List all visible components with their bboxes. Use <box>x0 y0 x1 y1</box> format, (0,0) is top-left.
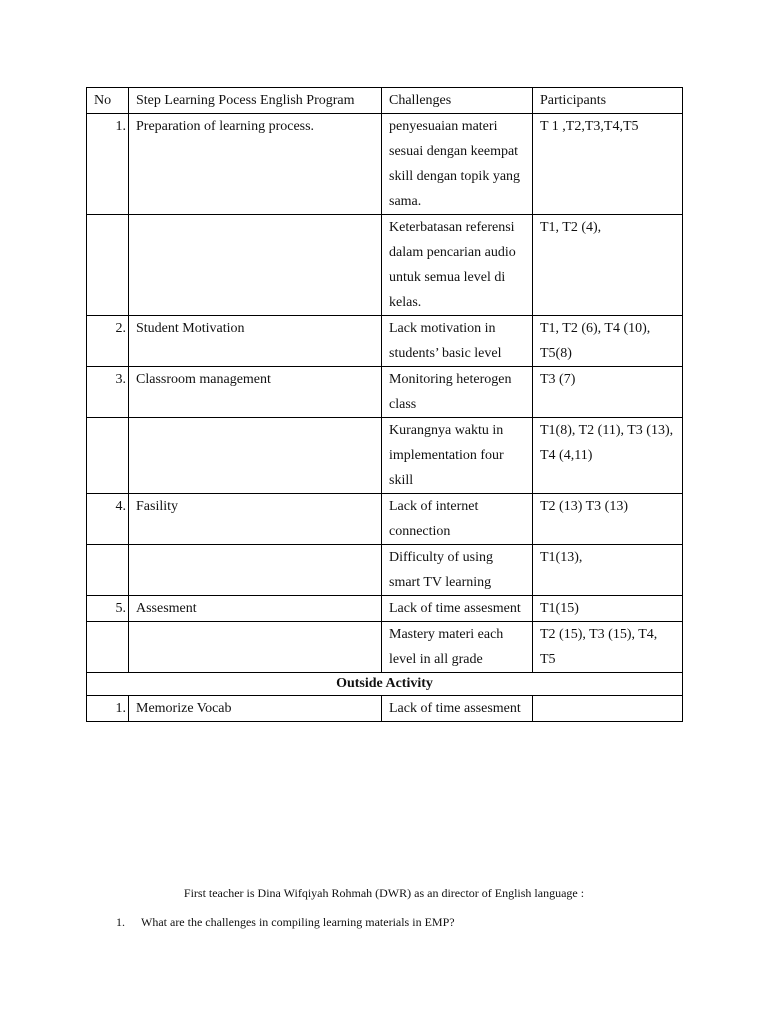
row-number: 1. <box>87 696 129 722</box>
participants-cell: T3 (7) <box>533 367 683 418</box>
challenge-cell: Lack of time assesment <box>382 696 533 722</box>
challenge-cell: Monitoring heterogen class <box>382 367 533 418</box>
step-cell <box>129 215 382 316</box>
table-row <box>87 114 683 215</box>
table-row <box>87 696 683 722</box>
step-cell: Preparation of learning process. <box>129 114 382 215</box>
header-step: Step Learning Pocess English Program <box>129 88 382 114</box>
header-challenges: Challenges <box>382 88 533 114</box>
row-number: 3. <box>87 367 129 418</box>
header-participants: Participants <box>533 88 683 114</box>
table-row <box>87 367 683 418</box>
step-cell: Classroom management <box>129 367 382 418</box>
step-cell: Memorize Vocab <box>129 696 382 722</box>
table-row <box>87 545 683 596</box>
row-number: 1. <box>87 114 129 215</box>
challenge-cell: Keterbatasan referensi dalam pencarian audio untuk semua level di kelas. <box>382 215 533 316</box>
row-number: 2. <box>87 316 129 367</box>
question-item <box>116 914 455 930</box>
participants-cell: T2 (13) T3 (13) <box>533 494 683 545</box>
question-number: 1. <box>116 915 125 929</box>
table-row <box>87 622 683 673</box>
row-number: 4. <box>87 494 129 545</box>
participants-cell: T2 (15), T3 (15), T4, T5 <box>533 622 683 673</box>
challenge-cell: penyesuaian materi sesuai dengan keempat skill dengan topik yang sama. <box>382 114 533 215</box>
participants-cell: T1, T2 (4), <box>533 215 683 316</box>
table-row <box>87 494 683 545</box>
row-number <box>87 545 129 596</box>
step-cell <box>129 622 382 673</box>
row-number <box>87 215 129 316</box>
challenge-cell: Mastery materi each level in all grade <box>382 622 533 673</box>
step-cell <box>129 545 382 596</box>
table-row <box>87 596 683 622</box>
participants-cell: T1(15) <box>533 596 683 622</box>
teacher-caption: First teacher is Dina Wifqiyah Rohmah (DWR) as an director of English language : <box>183 886 585 900</box>
table-row <box>87 215 683 316</box>
step-cell: Student Motivation <box>129 316 382 367</box>
section-title-outside-activity: Outside Activity <box>87 673 683 696</box>
section-row <box>87 673 683 696</box>
table-header-row <box>87 88 683 114</box>
challenge-cell: Lack of time assesment <box>382 596 533 622</box>
challenge-cell: Kurangnya waktu in implementation four skill <box>382 418 533 494</box>
participants-cell: T1, T2 (6), T4 (10), T5(8) <box>533 316 683 367</box>
row-number <box>87 418 129 494</box>
challenge-cell: Lack of internet connection <box>382 494 533 545</box>
step-cell: Fasility <box>129 494 382 545</box>
header-no: No <box>87 88 129 114</box>
table-row <box>87 418 683 494</box>
table-row <box>87 316 683 367</box>
step-cell <box>129 418 382 494</box>
participants-cell: T 1 ,T2,T3,T4,T5 <box>533 114 683 215</box>
question-text: What are the challenges in compiling learning materials in EMP? <box>141 915 455 929</box>
row-number: 5. <box>87 596 129 622</box>
row-number <box>87 622 129 673</box>
step-cell: Assesment <box>129 596 382 622</box>
participants-cell: T1(13), <box>533 545 683 596</box>
participants-cell <box>533 696 683 722</box>
challenge-cell: Difficulty of using smart TV learning <box>382 545 533 596</box>
participants-cell: T1(8), T2 (11), T3 (13), T4 (4,11) <box>533 418 683 494</box>
challenge-cell: Lack motivation in students’ basic level <box>382 316 533 367</box>
challenges-table <box>86 87 683 722</box>
